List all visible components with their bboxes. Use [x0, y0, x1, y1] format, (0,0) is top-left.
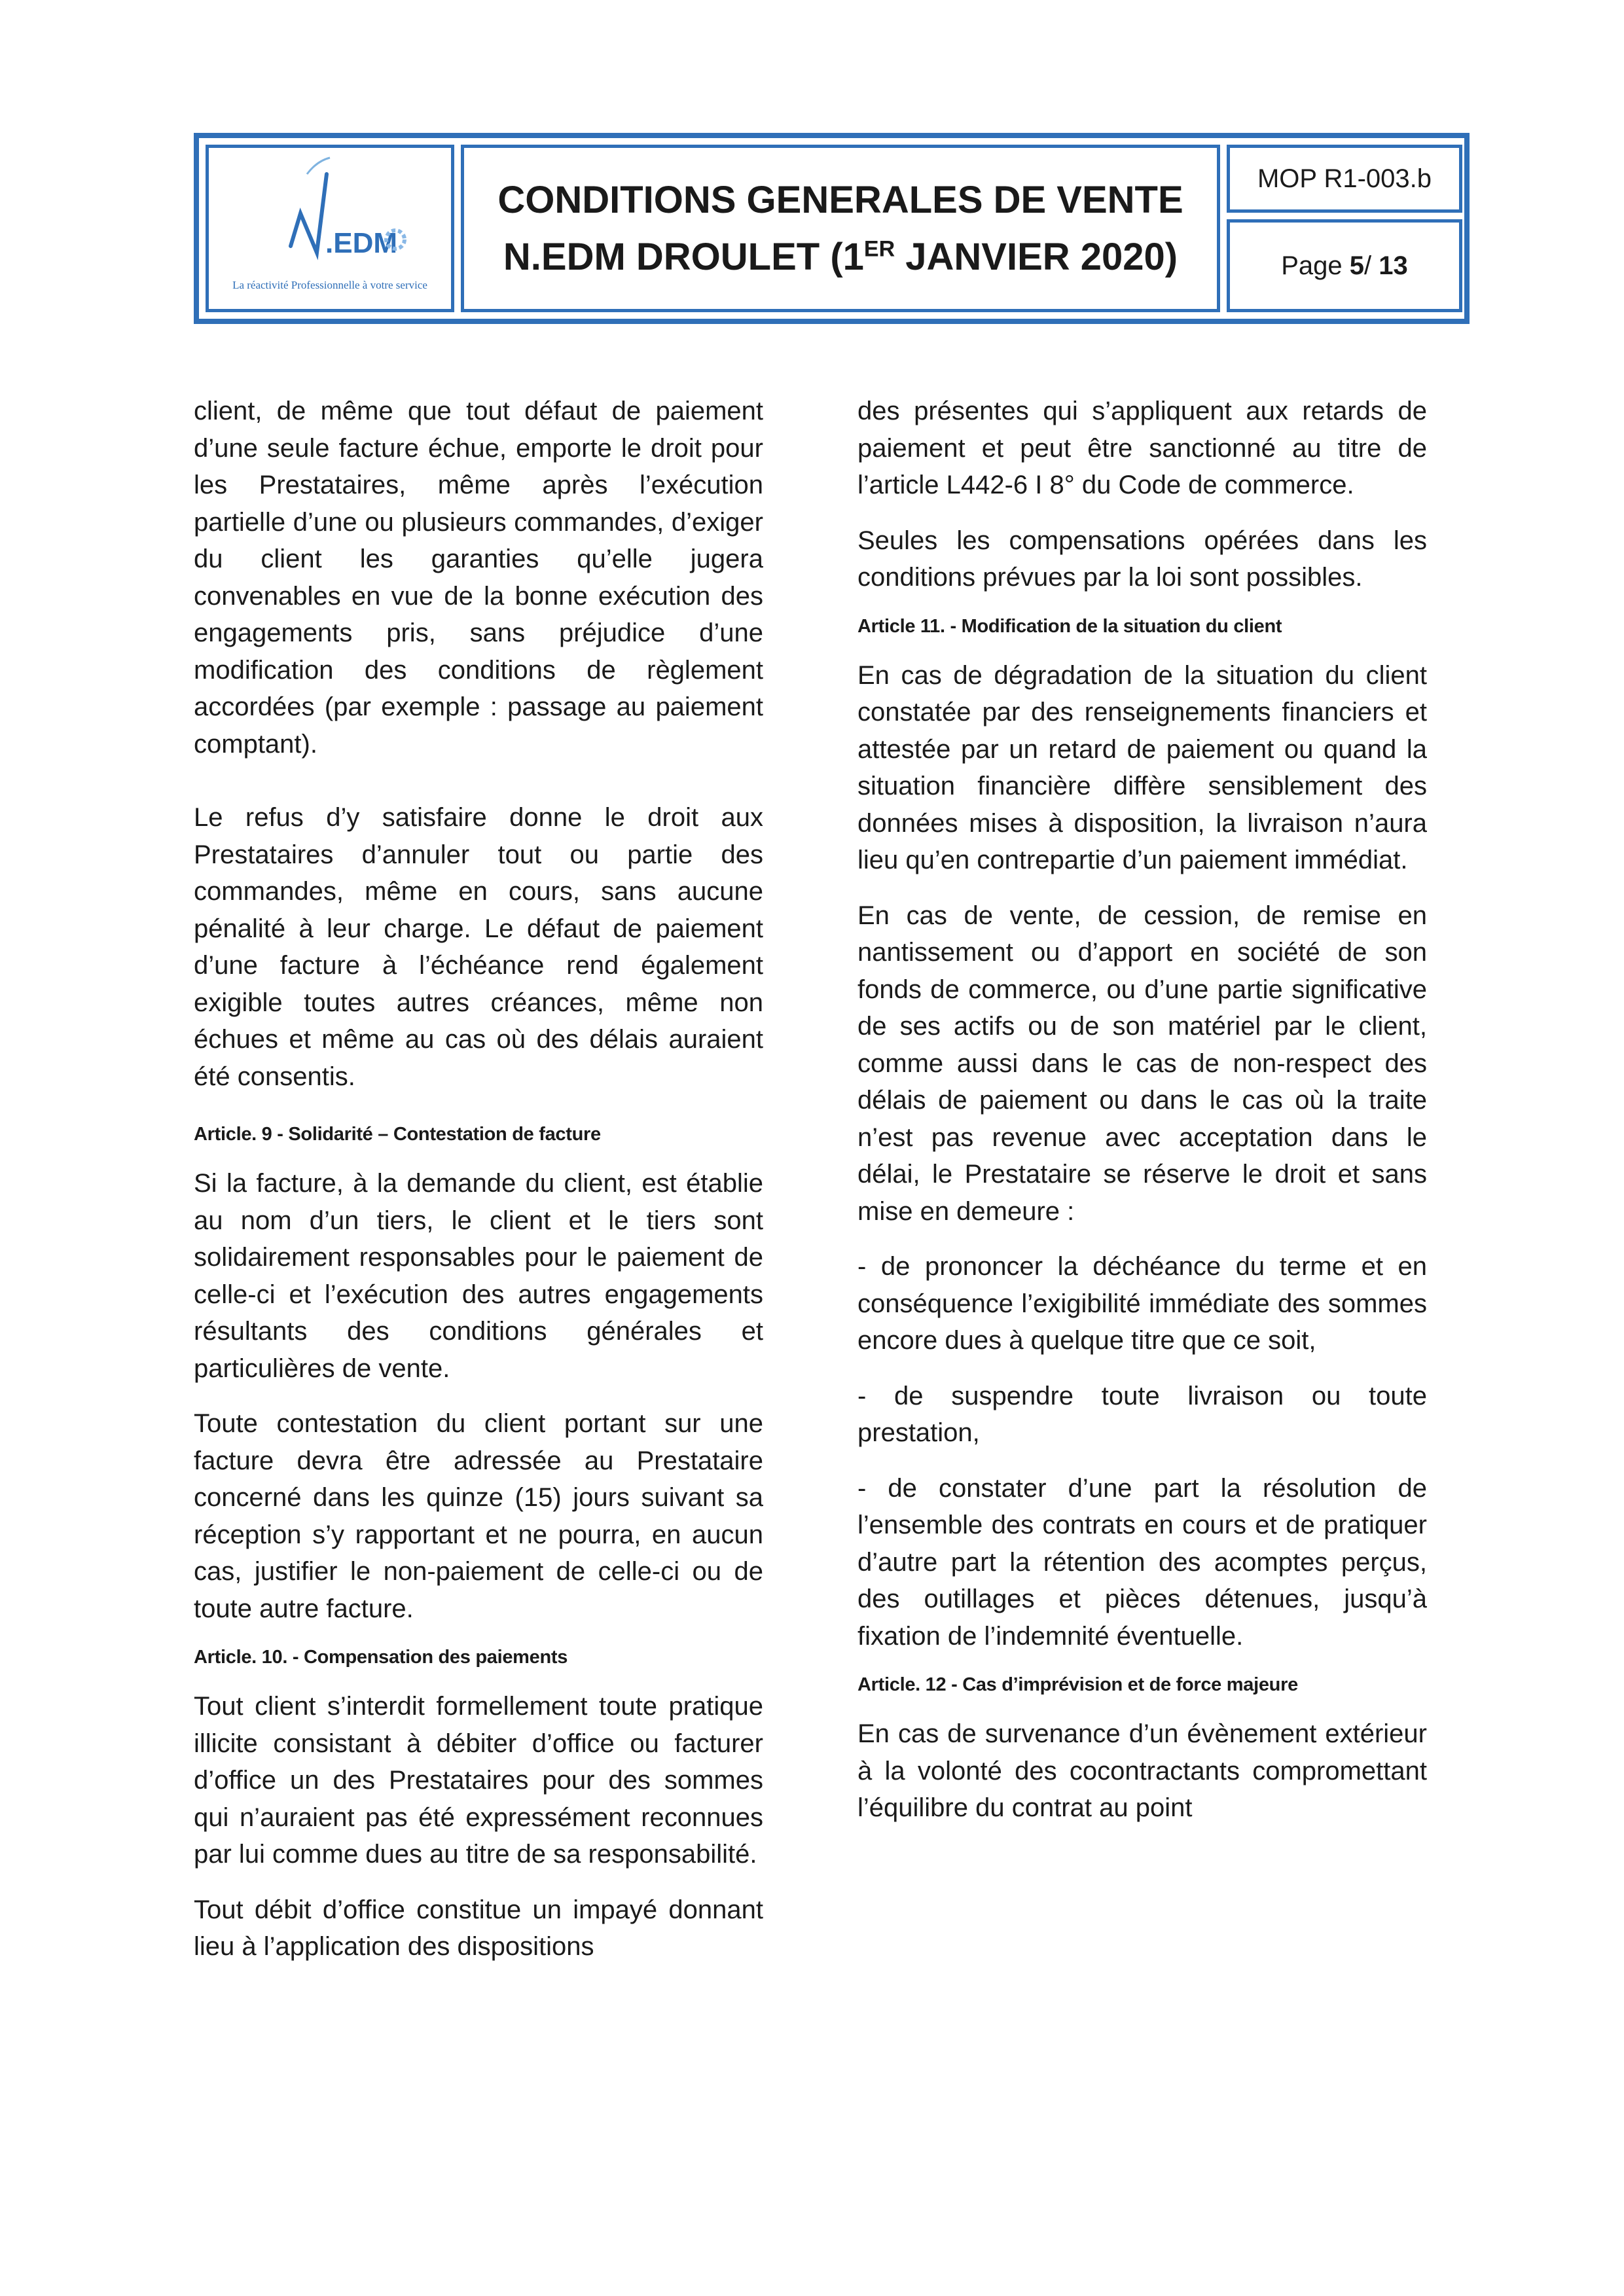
- page-label: Page: [1281, 251, 1350, 280]
- title-cell: [461, 145, 1220, 312]
- paragraph: Toute contestation du client portant sur une facture devra être adressée au Prestataire concerné dans les quinze (15) jours suivant sa réception s’y rapportant et ne pourra, en aucun cas, justifier le non-paiement de celle-ci ou de toute autre facture.: [194, 1409, 763, 1623]
- logo-cell: [206, 145, 454, 312]
- document-header: [194, 133, 1470, 324]
- article-heading: Article. 9 - Solidarité – Contestation de facture: [194, 1124, 601, 1145]
- article-heading: Article 11. - Modification de la situation du client: [857, 615, 1282, 637]
- doc-ref-cell: [1227, 145, 1462, 213]
- svg-text:.EDM: .EDM: [325, 227, 397, 259]
- paragraph: En cas de survenance d’un évènement extérieur à la volonté des cocontractants compromettant l’équilibre du contrat au point: [857, 1719, 1427, 1822]
- paragraph: Tout client s’interdit formellement toute pratique illicite consistant à débiter d’office ou facturer d’office un des Prestataires pour des sommes qui n’auraient pas été expressément reconnues par lui comme dues au titre de sa responsabilité.: [194, 1692, 763, 1869]
- article-heading: Article. 10. - Compensation des paiements: [194, 1647, 568, 1668]
- page-number: [1281, 251, 1408, 281]
- title-line2-prefix: N.EDM DROULET (1: [503, 236, 864, 278]
- paragraph: client, de même que tout défaut de paiement d’une seule facture échue, emporte le droit pour les Prestataires, même après l’exécution partielle d’une ou plusieurs commandes, d’exiger du client les garanties qu’elle jugera convenables en vue de la bonne exécution des engagements pris, sans préjudice d’une modification des conditions de règlement accordées (par exemple : passage au paiement comptant).: [194, 397, 763, 759]
- paragraph: - de suspendre toute livraison ou toute prestation,: [857, 1381, 1427, 1447]
- article-heading: Article. 12 - Cas d’imprévision et de force majeure: [857, 1674, 1298, 1695]
- paragraph: En cas de dégradation de la situation du client constatée par des renseignements financiers et attestée par un retard de paiement ou quand la situation financière diffère sensiblement des données mises à disposition, la livraison n’aura lieu qu’en contrepartie d’un paiement immédiat.: [857, 660, 1427, 874]
- right-column: [857, 393, 1427, 1827]
- page-number-cell: [1227, 219, 1462, 312]
- left-column: [194, 393, 763, 1965]
- title-line2-suffix: JANVIER 2020): [895, 236, 1178, 278]
- document-title-line2: [503, 228, 1178, 285]
- paragraph: - de constater d’une part la résolution de l’ensemble des contrats en cours et de pratiquer d’autre part la rétention des acomptes perçus, des outillages et pièces détenues, jusqu’à fixation de l’indemnité éventuelle.: [857, 1473, 1427, 1651]
- logo-tagline: La réactivité Professionnelle à votre service: [232, 279, 427, 291]
- document-title-line1: CONDITIONS GENERALES DE VENTE: [497, 179, 1183, 221]
- paragraph: des présentes qui s’appliquent aux retards de paiement et peut être sanctionné au titre de l’article L442-6 I 8° du Code de commerce.: [857, 397, 1427, 499]
- paragraph: Le refus d’y satisfaire donne le droit aux Prestataires d’annuler tout ou partie des commandes, même en cours, sans aucune pénalité à leur charge. Le défaut de paiement d’une facture à l’échéance rend également exigible toutes autres créances, même non échues et même au cas où des délais auraient été consentis.: [194, 803, 763, 1091]
- page-current: 5: [1349, 251, 1365, 280]
- title-line2-superscript: ER: [863, 236, 895, 262]
- document-reference: MOP R1-003.b: [1257, 164, 1432, 193]
- paragraph: Seules les compensations opérées dans les conditions prévues par la loi sont possibles.: [857, 526, 1427, 592]
- paragraph: - de prononcer la déchéance du terme et en conséquence l’exigibilité immédiate des sommes encore dues à quelque titre que ce soit,: [857, 1252, 1427, 1355]
- paragraph: Tout débit d’office constitue un impayé donnant lieu à l’application des dispositions: [194, 1895, 763, 1961]
- page-total: 13: [1379, 251, 1408, 280]
- paragraph: Si la facture, à la demande du client, est établie au nom d’un tiers, le client et le tiers sont solidairement responsables pour le paiement de celle-ci et l’exécution des autres engagements résultants des conditions générales et particulières de vente.: [194, 1169, 763, 1383]
- page-separator: /: [1364, 251, 1379, 280]
- paragraph: En cas de vente, de cession, de remise en nantissement ou d’apport en société de son fonds de commerce, ou d’une partie significative de ses actifs ou de son matériel par le client, comme aussi dans le cas de non-respect des délais de paiement ou dans le cas où la traite n’est pas revenue avec acceptation dans le délai, le Prestataire se réserve le droit et sans mise en demeure :: [857, 901, 1427, 1226]
